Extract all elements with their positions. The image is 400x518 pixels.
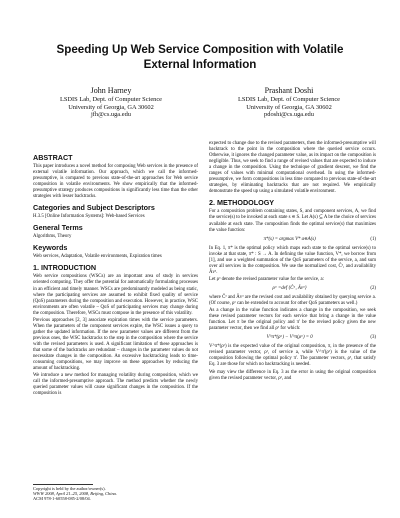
- introduction-heading: 1. INTRODUCTION: [33, 263, 97, 273]
- body-paragraph: expected to change due to the revised parameters, then the informed-presumptive will backtrack to the point in the composition where the queried service occurs. Otherwise, it ignores the changed parameter value, as its impact on the composition is negligible. Thus, we seek to find a range of revised values that are expected to induce a change in the composition. Using the technique of gradient descent, we find the ranges of values with minimal computational overhead. In using the informed-presumptive, we form compositions in less time compared to previous state-of-the-art strategies, by eliminating backtracks that are not required. We empirically demonstrate the speed up using a simulated volatile environment.: [209, 141, 376, 195]
- equation-body: V^π*(ρᵃ) − V^π(ρᵃ) = 0: [266, 335, 313, 341]
- equation-1: [209, 237, 376, 243]
- categories-text: H.3.5 [Online Information Systems]: Web-based Services: [33, 214, 145, 220]
- body-paragraph: For a composition problem containing states, S, and component services, A, we find the service(s) to be invoked at each state s ∈ S. Let A(s) ⊆ A be the choice of services available at each state. The composition finds the optimal service(s) that maximizes the value function:: [209, 209, 376, 233]
- keywords-text: Web services, Adaptation, Volatile environments, Expiration times: [33, 254, 162, 260]
- author-name: Prashant Doshi: [264, 86, 314, 95]
- paper-title: [20, 42, 380, 72]
- methodology-heading: 2. METHODOLOGY: [209, 198, 275, 208]
- copyright-footnote: [33, 484, 198, 502]
- abstract-heading: ABSTRACT: [33, 153, 73, 162]
- footnote-line: WWW 2008, April 21–25, 2008, Beijing, China.: [33, 491, 117, 497]
- author-block-2: [204, 86, 374, 119]
- title-line-2: External Information: [143, 58, 257, 71]
- equation-number: (3): [370, 335, 376, 341]
- author-email: pdoshi@cs.uga.edu: [264, 111, 314, 119]
- footnote-line: Copyright is held by the author/owner(s).: [33, 486, 106, 491]
- body-paragraph: V^π*(ρᵃ) is the expected value of the original composition, π, in the presence of the revised parameter vector, ρᵃ, of service a, while V^π'(ρᵃ) is the value of the composition following the optimal policy π'. The parameter vectors, ρᵃ, that satisfy Eq. 3 are those for which no backtracking is needed.: [209, 344, 376, 368]
- keywords-heading: Keywords: [33, 243, 68, 253]
- terms-heading: General Terms: [33, 223, 83, 233]
- body-paragraph: We may view the difference in Eq. 3 as the error in using the original composition given the revised parameter vector, ρᵃ, and: [209, 369, 376, 381]
- body-paragraph: In Eq. 1, π* is the optimal policy which maps each state to the optimal service(s) to invoke at that state, π* : S → A. In defining the value function, V*, we borrow from [1], and use a weighted summation of the QoS parameters of the service, a, and sum over all services in the composition. We use the normalized cost, Ĉᵃ, and availability Âvᵃ.: [209, 245, 376, 275]
- categories-heading: Categories and Subject Descriptors: [33, 203, 155, 213]
- body-paragraph: As a change in the value function indicates a change in the composition, we seek these revised parameter vectors for each service that bring a change in the value function. Let π be the original policy and π' be the revised policy given the new parameter vector, then we find all ρᵃ for which:: [209, 308, 376, 332]
- right-column: [209, 141, 376, 383]
- equation-number: (1): [370, 236, 376, 242]
- terms-text: Algorithms, Theory: [33, 234, 72, 240]
- introduction-paragraph: Previous approaches [2, 3] associate expiration times with the service parameters. When the parameters of the component services expire, the WSC issues a query to gather the updated information. If the new parameter values are different from the previous ones, the WSC backtracks to the step in the composition where the service with the revised parameters is used. A significant limitation of these approaches is that some of the backtracks are redundant – changes in the parameter values do not necessitate changes in the composition. An excessive backtracking leads to time-consuming compositions, we may improve on these approaches by reducing the amount of backtracking.: [33, 317, 198, 372]
- author-email: jfh@cs.uga.edu: [91, 111, 131, 119]
- author-affiliation: LSDIS Lab, Dept. of Computer Science: [59, 96, 163, 103]
- equation-body: π*(s) = argmax V* a∈A(s): [263, 236, 316, 242]
- author-university: University of Georgia, GA 30602: [246, 103, 332, 111]
- equation-3: [209, 335, 376, 341]
- title-line-1: Speeding Up Web Service Composition with Volatile: [56, 43, 344, 56]
- left-column: [33, 150, 198, 398]
- footnote-line: ACM 978-1-60558-085-2/08/04.: [33, 496, 91, 502]
- author-block-1: [26, 86, 196, 119]
- equation-number: (2): [370, 285, 376, 291]
- author-name: John Harney: [90, 86, 132, 95]
- abstract-text: This paper introduces a novel method for composing Web services in the presence of external volatile information. Our approach, which we call the informed-presumptive, is compared to previous state-of-the-art approaches for Web service composition in volatile environments. We show empirically that the informed-presumptive strategy produces compositions in significantly less time than the other strategies with lesser backtracks.: [33, 164, 198, 200]
- author-affiliation: LSDIS Lab, Dept. of Computer Science: [237, 96, 341, 103]
- equation-2: [209, 286, 376, 292]
- footnote-rule: [33, 484, 93, 485]
- author-university: University of Georgia, GA 30602: [68, 103, 154, 111]
- body-paragraph: Let ρᵃ denote the revised parameter value for the service, a:: [209, 276, 324, 282]
- body-paragraph: where Ĉᵃ and Âvᵃ are the revised cost and availability obtained by querying service a. (Of course, ρᵃ can be extended to account for other QoS parameters as well.): [209, 294, 376, 307]
- equation-body: ρᵃ =def ⟨Ĉᵃ, Âvᵃ⟩: [272, 285, 307, 291]
- introduction-paragraph: We introduce a new method for managing volatility during composition, which we call the informed-presumptive approach. The method predicts whether the newly queried parameter values will cause significant changes in the composition. If the composition is: [33, 373, 198, 397]
- introduction-paragraph: Web service compositions (WSCs) are an important area of study in services oriented computing. They offer the potential for automatically formulating processes in an efficient and timely manner. WSCs are predominantly modeled as being static, where the participating services are assumed to exhibit fixed quality of service (QoS) parameters during the composition and execution. However, in practice, WSC environments are often volatile – QoS of participating services may change during the composition. Therefore, WSCs must compose in the presence of this volatility.: [33, 274, 198, 316]
